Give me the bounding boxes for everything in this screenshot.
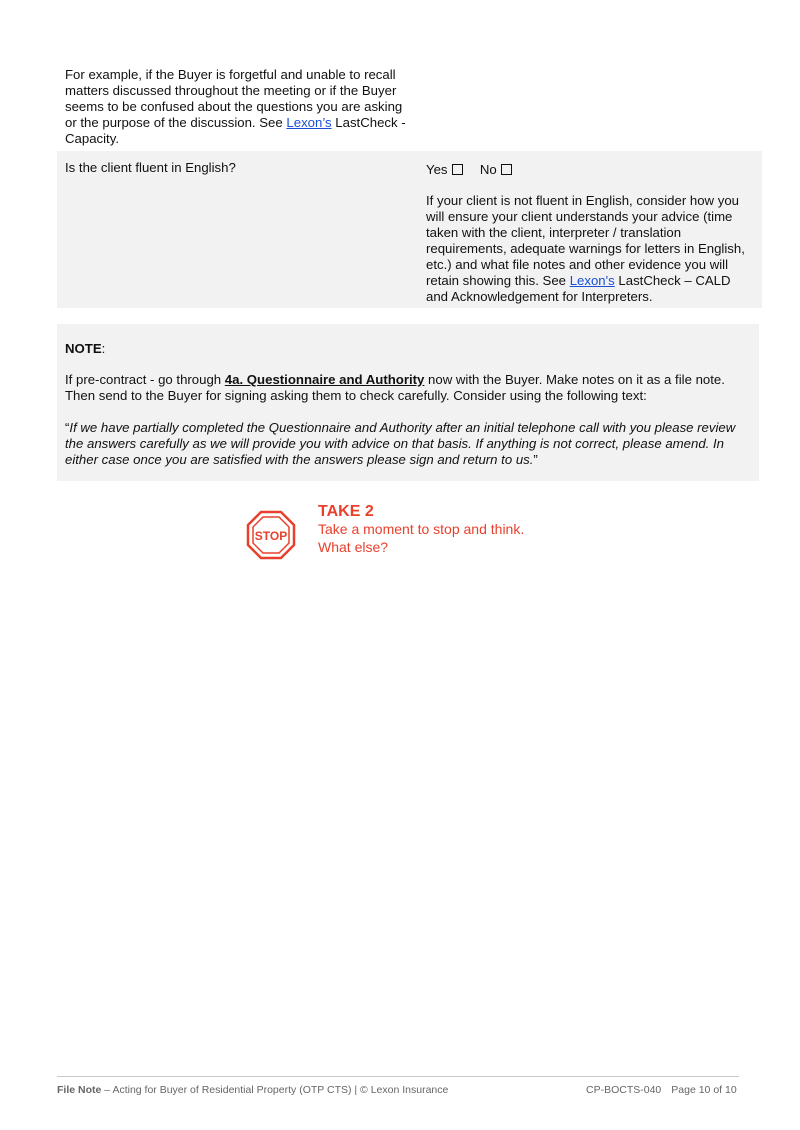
quote-line-3-text: either case once you are satisfied with the answers please sign and return to us. bbox=[65, 452, 534, 467]
intro-after-link: LastCheck - bbox=[331, 115, 406, 130]
quote-close: ” bbox=[533, 452, 538, 467]
questionnaire-reference: 4a. Questionnaire and Authority bbox=[224, 372, 425, 387]
guidance-line-7: and Acknowledgement for Interpreters. bbox=[426, 289, 653, 304]
intro-line-3: seems to be confused about the questions you are asking bbox=[65, 99, 403, 114]
yes-no-options bbox=[426, 162, 512, 178]
footer-doc-title: – Acting for Buyer of Residential Property (OTP CTS) | © Lexon Insurance bbox=[101, 1084, 449, 1096]
page-number: Page 10 of 10 bbox=[671, 1084, 737, 1096]
take2-line-2: What else? bbox=[318, 539, 389, 555]
intro-line-1: For example, if the Buyer is forgetful and unable to recall bbox=[65, 67, 396, 82]
note-paragraph-1 bbox=[65, 372, 755, 404]
yes-label: Yes bbox=[426, 162, 448, 177]
stop-sign-text: STOP bbox=[254, 529, 288, 543]
guidance-line-1: If your client is not fluent in English, consider how you bbox=[426, 193, 740, 208]
note-para1-prefix: If pre-contract - go through bbox=[65, 372, 225, 387]
guidance-after-link: LastCheck – CALD bbox=[614, 273, 731, 288]
guidance-line-5: etc.) and what file notes and other evidence you will bbox=[426, 257, 729, 272]
fluency-guidance bbox=[426, 193, 756, 305]
footer-right bbox=[586, 1084, 737, 1096]
guidance-line-3: taken with the client, interpreter / translation bbox=[426, 225, 682, 240]
note-para1-line1 bbox=[65, 372, 755, 388]
guidance-line-6 bbox=[426, 273, 756, 289]
quote-line-2 bbox=[65, 436, 755, 452]
stop-sign-icon bbox=[246, 510, 296, 560]
guidance-line-2: will ensure your client understands your advice (time bbox=[426, 209, 733, 224]
intro-line-5: Capacity. bbox=[65, 131, 119, 146]
footer-doc-code: CP-BOCTS-040 bbox=[586, 1084, 662, 1096]
footer-left bbox=[57, 1084, 448, 1096]
intro-line-4-text: or the purpose of the discussion. See bbox=[65, 115, 287, 130]
fluency-question: Is the client fluent in English? bbox=[65, 160, 236, 175]
note-quote bbox=[65, 420, 755, 468]
note-heading bbox=[65, 341, 105, 357]
take2-line-1: Take a moment to stop and think. bbox=[318, 521, 525, 537]
quote-open: “ bbox=[65, 420, 70, 435]
note-heading-colon: : bbox=[101, 341, 106, 356]
no-checkbox[interactable] bbox=[501, 164, 512, 175]
yes-checkbox[interactable] bbox=[452, 164, 463, 175]
intro-line-4 bbox=[65, 115, 425, 131]
lexon-link[interactable]: Lexon’s bbox=[286, 115, 332, 130]
intro-paragraph bbox=[65, 67, 425, 147]
note-para1-line2: Then send to the Buyer for signing asking them to check carefully. Consider using the following text: bbox=[65, 388, 647, 403]
take2-block bbox=[318, 504, 524, 556]
lexon-link-2[interactable]: Lexon's bbox=[569, 273, 615, 288]
footer-doc-type: File Note bbox=[57, 1084, 102, 1096]
guidance-line-6-text: retain showing this. See bbox=[426, 273, 570, 288]
guidance-line-4: requirements, adequate warnings for letters in English, bbox=[426, 241, 745, 256]
quote-line-1 bbox=[65, 420, 755, 436]
intro-line-2: matters discussed throughout the meeting or if the Buyer bbox=[65, 83, 397, 98]
note-heading-bold: NOTE bbox=[65, 341, 102, 356]
note-para1-suffix: now with the Buyer. Make notes on it as a file note. bbox=[424, 372, 725, 387]
quote-line-2-text: the answers carefully as we will provide you with advice on that basis. If anything is not correct, please amend. In bbox=[65, 436, 724, 451]
quote-line-1-text: If we have partially completed the Questionnaire and Authority after an initial telephone call with you please review bbox=[69, 420, 736, 435]
quote-line-3 bbox=[65, 452, 755, 468]
footer-divider bbox=[57, 1076, 739, 1077]
no-label: No bbox=[479, 162, 497, 177]
take2-title: TAKE 2 bbox=[318, 503, 374, 520]
